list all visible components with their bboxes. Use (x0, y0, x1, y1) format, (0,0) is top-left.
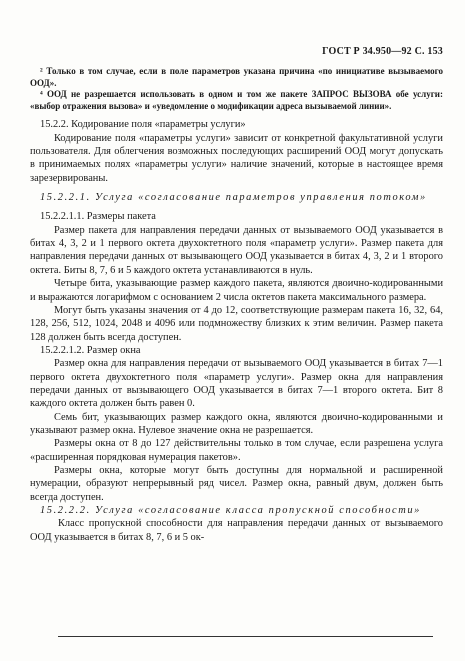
paragraph: Размеры окна от 8 до 127 действительны только в том случае, если разрешена услуга «расширенная порядковая нумерация пакетов». (30, 438, 443, 463)
subsection-heading: 15.2.2.1.2. Размер окна (40, 344, 141, 356)
subsection-heading: 15.2.2.1.1. Размеры пакета (40, 211, 156, 223)
footnote-4: ⁴ ООД не разрешается использовать в одном и том же пакете ЗАПРОС ВЫЗОВА обе услуги: «выбор отражения вызова» и «уведомление о модификации адреса вызываемой линии». (30, 89, 443, 111)
bottom-rule (58, 636, 433, 637)
section-heading: 15.2.2. Кодирование поля «параметры услуги» (40, 119, 246, 131)
paragraph: Четыре бита, указывающие размер каждого пакета, являются двоично-кодированными и выражаются логарифмом с основанием 2 числа октетов пакета максимального размера. (30, 278, 443, 303)
paragraph: Размер пакета для направления передачи данных от вызываемого ООД указывается в битах 4, 3, 2 и 1 первого октета двухоктетного поля «параметр услуги». Размер пакета для направления передачи данных от вызывающего ООД указывается в битах 4, 3, 2 и 1 второго октета. Биты 8, 7, 6 и 5 каждого октета устанавливаются в нуль. (30, 224, 443, 276)
paragraph: Кодирование поля «параметры услуги» зависит от конкретной факультативной услуги пользователя. Для облегчения возможных последующих расширений ООД могут допускать в принимаемых полях «параметры услуги» наличие значений, которые в настоящее время зарезервированы. (30, 132, 443, 184)
paragraph: Семь бит, указывающих размер каждого окна, являются двоично-кодированными и указывают размер окна. Нулевое значение окна не разрешается. (30, 411, 443, 436)
paragraph: Размеры окна, которые могут быть доступны для нормальной и расширенной нумерации, образуют непрерывный ряд чисел. Размер окна, равный двум, должен быть всегда доступен. (30, 464, 443, 503)
document-body (30, 66, 443, 544)
paragraph: Могут быть указаны значения от 4 до 12, соответствующие размерам пакета 16, 32, 64, 128, 256, 512, 1024, 2048 и 4096 или подмножеству близких к этим величин. Размер пакета 128 должен быть всегда доступен. (30, 304, 443, 343)
footnote-2: ² Только в том случае, если в поле параметров указана причина «по инициативе вызываемого ООД». (30, 66, 443, 88)
section-heading: 15.2.2.1. Услуга «согласование параметров управления потоком» (40, 192, 427, 204)
page-header: ГОСТ Р 34.950—92 С. 153 (322, 46, 443, 57)
section-heading: 15.2.2.2. Услуга «согласование класса пропускной способности» (40, 505, 421, 516)
paragraph: Класс пропускной способности для направления передачи данных от вызываемого ООД указывается в битах 8, 7, 6 и 5 ок- (30, 518, 443, 543)
paragraph: Размер окна для направления передачи от вызываемого ООД указывается в битах 7—1 первого октета двухоктетного поля «параметр услуги». Размер окна для направления передачи данных от вызывающего ООД указывается в битах 7—1 второго октета. Бит 8 каждого октета должен быть равен 0. (30, 358, 443, 410)
